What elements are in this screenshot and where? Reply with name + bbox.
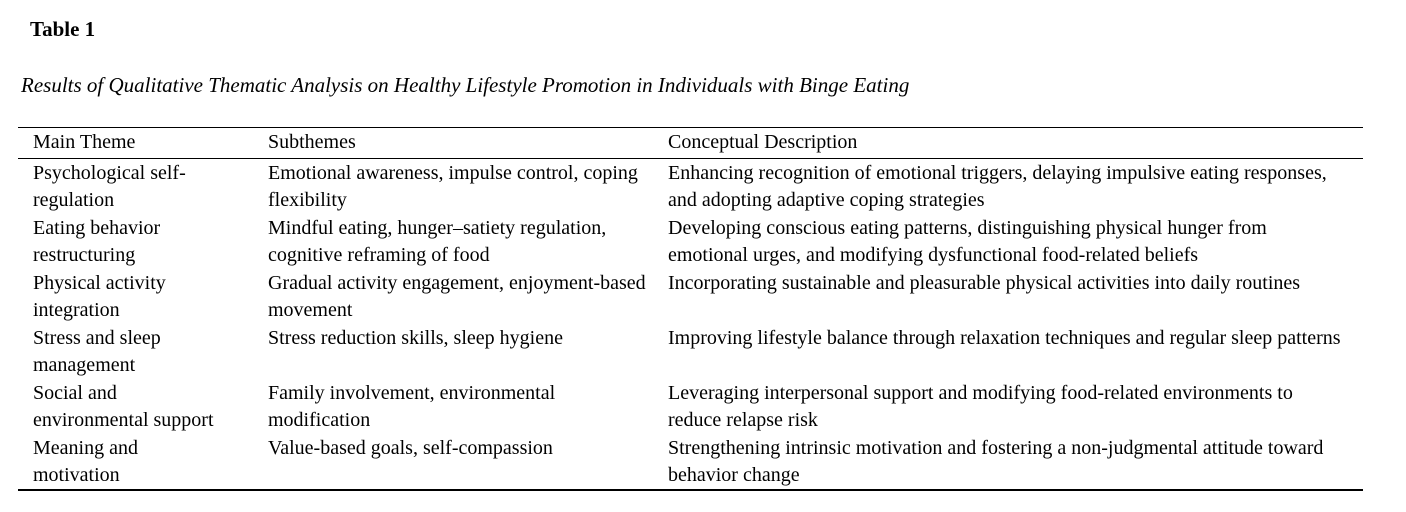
table-row: [18, 214, 1363, 269]
main-theme-cell: Psychological self-regulation: [33, 162, 186, 211]
subthemes-cell: Value-based goals, self-compassion: [268, 437, 553, 459]
column-header-subthemes: Subthemes: [268, 128, 668, 159]
table-label: Table 1: [30, 17, 96, 41]
table-row: [18, 159, 1363, 215]
main-theme-cell: Stress and sleep management: [33, 327, 161, 376]
subthemes-cell: Mindful eating, hunger–satiety regulation, cognitive reframing of food: [268, 217, 607, 266]
subthemes-cell: Emotional awareness, impulse control, coping flexibility: [268, 162, 638, 211]
column-header-conceptual-description: Conceptual Description: [668, 128, 1363, 159]
table-row: [18, 324, 1363, 379]
subthemes-cell: Stress reduction skills, sleep hygiene: [268, 327, 563, 349]
table-row: [18, 269, 1363, 324]
description-cell: Enhancing recognition of emotional triggers, delaying impulsive eating responses, and adopting adaptive coping strategies: [668, 162, 1327, 211]
table-row: [18, 379, 1363, 434]
main-theme-cell: Physical activity integration: [33, 272, 166, 321]
description-cell: Improving lifestyle balance through relaxation techniques and regular sleep patterns: [668, 327, 1341, 349]
main-theme-cell: Meaning and motivation: [33, 437, 138, 486]
description-cell: Developing conscious eating patterns, distinguishing physical hunger from emotional urges, and modifying dysfunctional food-related beliefs: [668, 217, 1267, 266]
subthemes-cell: Gradual activity engagement, enjoyment-based movement: [268, 272, 646, 321]
table-caption: Results of Qualitative Thematic Analysis on Healthy Lifestyle Promotion in Individuals with Binge Eating: [21, 73, 910, 97]
main-theme-cell: Social and environmental support: [33, 382, 214, 431]
main-theme-cell: Eating behavior restructuring: [33, 217, 161, 266]
subthemes-cell: Family involvement, environmental modification: [268, 382, 556, 431]
description-cell: Leveraging interpersonal support and modifying food-related environments to reduce relapse risk: [668, 382, 1293, 431]
description-cell: Strengthening intrinsic motivation and fostering a non-judgmental attitude toward behavior change: [668, 437, 1324, 486]
thematic-analysis-table: [18, 127, 1363, 491]
header-row: [18, 128, 1363, 159]
column-header-main-theme: Main Theme: [18, 128, 268, 159]
description-cell: Incorporating sustainable and pleasurable physical activities into daily routines: [668, 272, 1301, 294]
table-row: [18, 434, 1363, 490]
